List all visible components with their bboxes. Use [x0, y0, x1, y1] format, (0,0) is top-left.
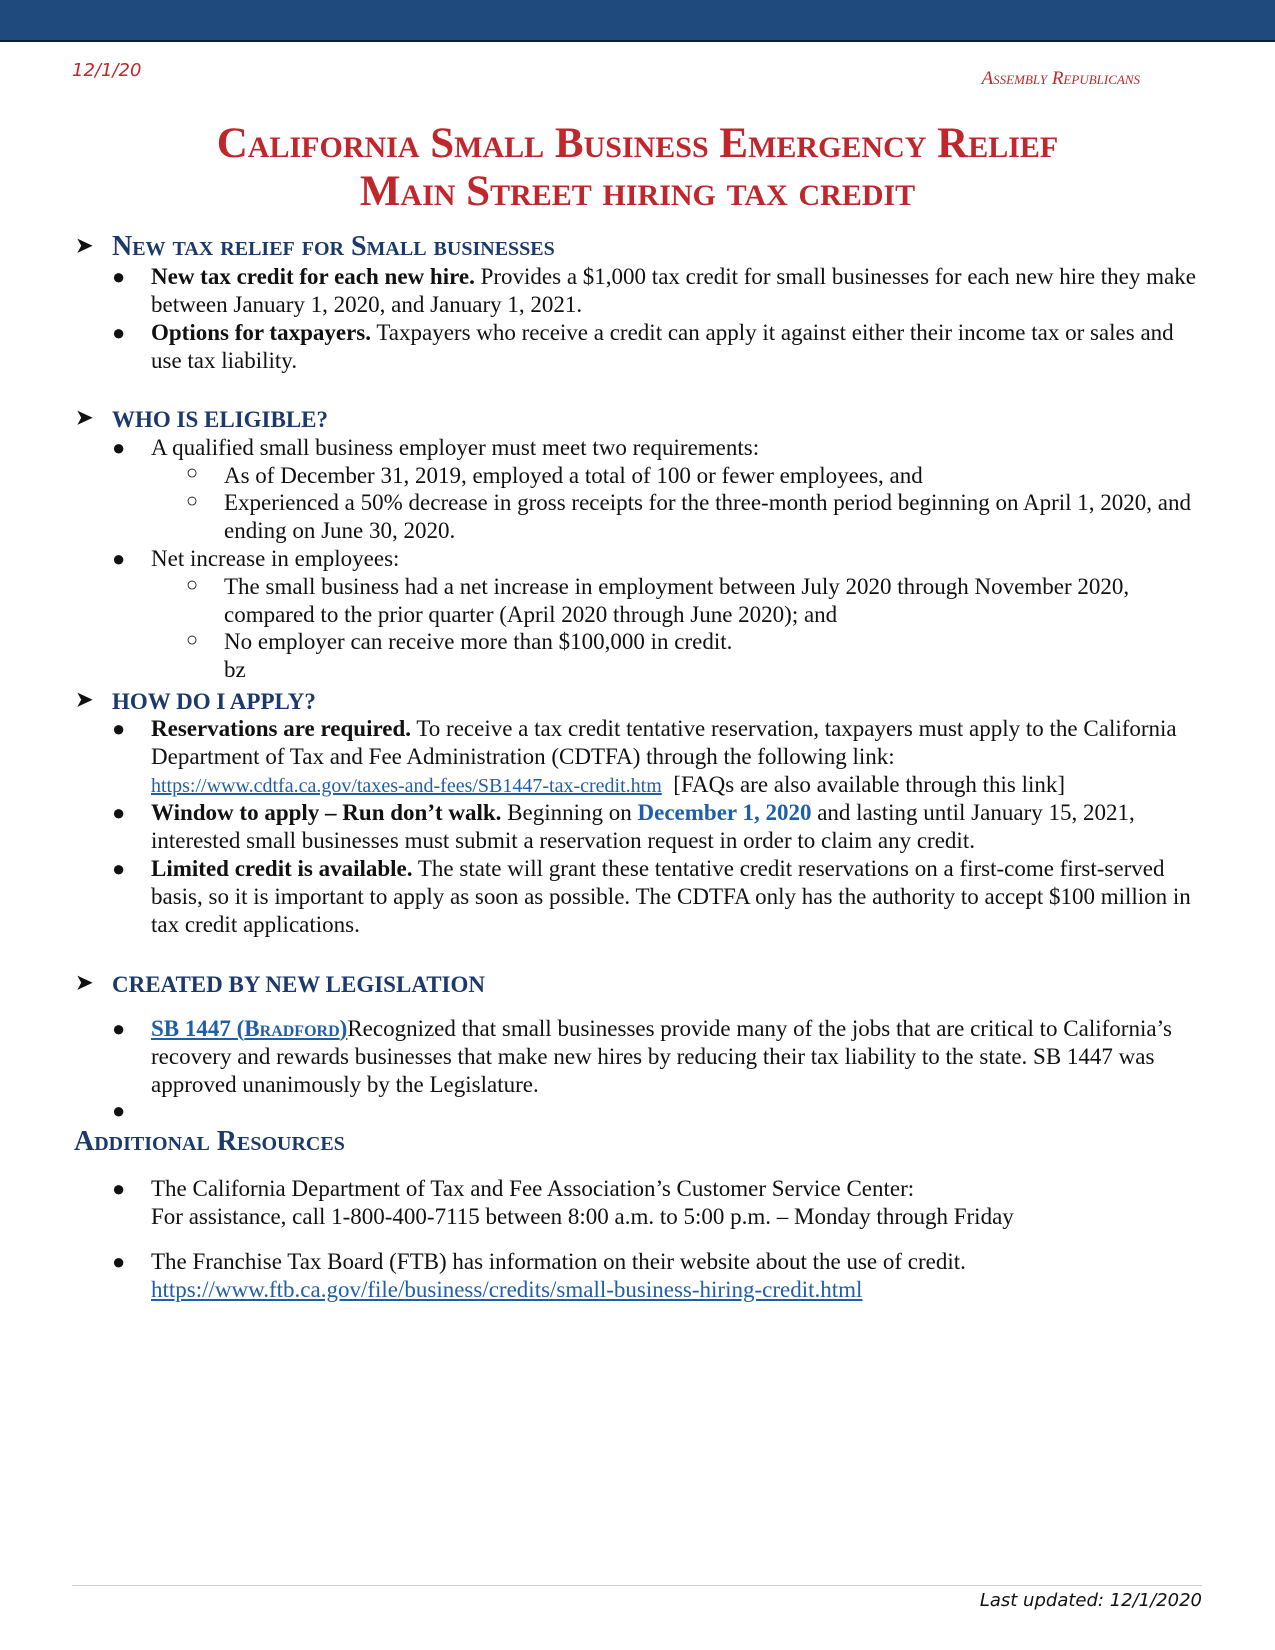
- footer-divider: [72, 1585, 1202, 1586]
- bullet-icon: ●: [112, 1249, 126, 1274]
- bullet-icon: ●: [112, 1176, 126, 1201]
- arrow-bullet-icon: ➤: [76, 972, 93, 994]
- arrow-bullet-icon: ➤: [76, 235, 93, 257]
- list-item: Net increase in employees:: [151, 546, 400, 571]
- last-updated: Last updated: 12/1/2020: [979, 1590, 1202, 1611]
- bullet-icon: ●: [112, 716, 126, 741]
- circle-bullet-icon: ○: [186, 574, 199, 596]
- cdtfa-reservation-link[interactable]: https://www.cdtfa.ca.gov/taxes-and-fees/SB1447-tax-credit.htm: [151, 775, 662, 797]
- list-item: The California Department of Tax and Fee Association’s Customer Service Center: For assistance, call 1-800-400-7115 between 8:00 a.m. to 5:00 p.m. – Monday through Friday: [151, 1176, 1014, 1229]
- arrow-bullet-icon: ➤: [76, 407, 93, 429]
- section-heading-new-tax-relief: ➤ New tax relief for Small businesses: [76, 231, 555, 262]
- header-date: 12/1/20: [72, 60, 142, 81]
- sub-list-item: No employer can receive more than $100,000 in credit. bz: [224, 629, 733, 682]
- bullet-icon: ●: [112, 1098, 126, 1123]
- bullet-icon: ●: [112, 320, 126, 345]
- sub-list-item: The small business had a net increase in employment between July 2020 through November 2020, compared to the prior quarter (April 2020 through June 2020); and: [224, 574, 1130, 627]
- bullet-icon: ●: [112, 435, 126, 460]
- section-heading-legislation: ➤ CREATED BY NEW LEGISLATION: [76, 967, 485, 1001]
- top-banner: [0, 0, 1275, 42]
- section-heading-additional-resources: Additional Resources: [74, 1126, 345, 1157]
- list-item: The Franchise Tax Board (FTB) has information on their website about the use of credit. https://www.ftb.ca.gov/file/business/credits/small-business-hiring-credit.html: [151, 1249, 966, 1302]
- document-subtitle: Main Street hiring tax credit: [359, 168, 916, 215]
- section-heading-eligibility: ➤ WHO IS ELIGIBLE?: [76, 402, 328, 436]
- circle-bullet-icon: ○: [186, 490, 199, 512]
- bullet-icon: ●: [112, 856, 126, 881]
- bullet-icon: ●: [112, 1016, 126, 1041]
- list-item: SB 1447 (Bradford)Recognized that small businesses provide many of the jobs that are critical to California’s recovery and rewards businesses that make new hires by reducing their tax liability to the state. SB 1447 was approved unanimously by the Legislature.: [151, 1016, 1172, 1097]
- sub-list-item: As of December 31, 2019, employed a total of 100 or fewer employees, and: [224, 463, 923, 488]
- bullet-icon: ●: [112, 546, 126, 571]
- sub-list-item: Experienced a 50% decrease in gross receipts for the three-month period beginning on April 1, 2020, and ending on June 30, 2020.: [224, 490, 1191, 543]
- document-title: California Small Business Emergency Relief: [216, 120, 1059, 167]
- circle-bullet-icon: ○: [186, 462, 199, 484]
- arrow-bullet-icon: ➤: [76, 689, 93, 711]
- list-item: A qualified small business employer must meet two requirements:: [151, 435, 760, 460]
- ftb-credit-link[interactable]: https://www.ftb.ca.gov/file/business/credits/small-business-hiring-credit.html: [151, 1277, 863, 1302]
- sb1447-link[interactable]: SB 1447 (Bradford): [151, 1016, 348, 1041]
- list-item: New tax credit for each new hire. Provides a $1,000 tax credit for small businesses for each new hire they make between January 1, 2020, and January 1, 2021.: [151, 264, 1196, 317]
- list-item: Options for taxpayers. Taxpayers who receive a credit can apply it against either their income tax or sales and use tax liability.: [151, 320, 1174, 373]
- list-item: Reservations are required. To receive a tax credit tentative reservation, taxpayers must apply to the California Department of Tax and Fee Administration (CDTFA) through the following link: https://www.cdtfa.ca.gov/taxes-and-fees/SB1447-tax-credit.htm [FAQs are also available through this link]: [151, 716, 1177, 797]
- bullet-icon: ●: [112, 264, 126, 289]
- section-heading-how-to-apply: ➤ HOW DO I APPLY?: [76, 684, 316, 718]
- header-organization: Assembly Republicans: [981, 68, 1140, 89]
- list-item: Limited credit is available. The state will grant these tentative credit reservations on a first-come first-served basis, so it is important to apply as soon as possible. The CDTFA only has the authority to accept $100 million in tax credit applications.: [151, 856, 1191, 937]
- list-item: Window to apply – Run don’t walk. Beginning on December 1, 2020 and lasting until January 15, 2021, interested small businesses must submit a reservation request in order to claim any credit.: [151, 800, 1135, 853]
- bullet-icon: ●: [112, 800, 126, 825]
- circle-bullet-icon: ○: [186, 629, 199, 651]
